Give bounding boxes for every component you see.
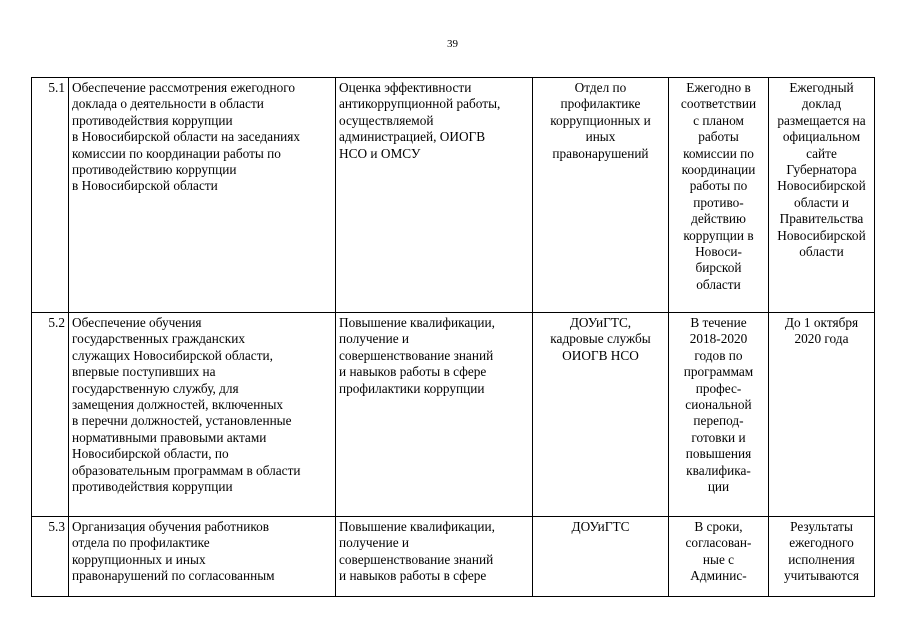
measure-line: противодействию коррупции: [72, 162, 237, 178]
measure-line: образовательным программам в области: [72, 462, 301, 478]
measure-line: правонарушений по согласованным: [72, 568, 275, 584]
measure-line: Обеспечение рассмотрения ежегодного: [72, 80, 296, 95]
deadline-line: готовки и: [691, 429, 746, 445]
deadline-line: В течение: [690, 315, 747, 330]
result-line: области и: [794, 194, 849, 210]
executor-line: профилактике: [560, 96, 641, 112]
deadline-cell: [669, 517, 769, 597]
goal-line: совершенствование знаний: [339, 551, 494, 567]
executor-line: ДОУиГТС: [571, 519, 630, 534]
executor-line: ДОУиГТС,: [569, 315, 632, 330]
result-cell: [769, 517, 875, 597]
measure-line: в перечни должностей, установленные: [72, 413, 292, 429]
result-line: официальном: [782, 129, 861, 145]
measure-line: доклада о деятельности в области: [72, 96, 264, 112]
deadline-line: соответствии: [680, 96, 757, 112]
page-number: 39: [447, 38, 458, 50]
executor-line: кадровые службы: [550, 331, 651, 347]
measure-line: Обеспечение обучения: [72, 315, 202, 330]
deadline-cell: [669, 313, 769, 517]
measure-line: Новосибирской области, по: [72, 446, 229, 462]
deadline-line: годов по: [694, 347, 743, 363]
goal-line: и навыков работы в сфере: [339, 364, 487, 380]
result-line: Правительства: [779, 211, 864, 227]
deadline-line: Админис-: [690, 568, 747, 584]
result-line: Новосибирской: [777, 227, 866, 243]
deadline-line: действию: [691, 211, 746, 227]
goal-cell: [336, 78, 533, 313]
goal-line: профилактики коррупции: [339, 380, 485, 396]
measure-line: впервые поступивших на: [72, 364, 216, 380]
executor-cell: [533, 517, 669, 597]
result-line: размещается на: [777, 112, 866, 128]
deadline-line: работы: [698, 129, 739, 145]
result-line: доклад: [801, 96, 842, 112]
deadline-line: коррупции в: [683, 227, 754, 243]
measure-cell: [69, 78, 336, 313]
executor-cell: [533, 78, 669, 313]
result-line: Результаты: [790, 519, 853, 534]
measure-line: в Новосибирской области на заседаниях: [72, 129, 301, 145]
measure-cell: [69, 517, 336, 597]
deadline-line: перепод-: [693, 413, 744, 429]
deadline-line: ции: [707, 479, 730, 495]
goal-cell: [336, 517, 533, 597]
deadline-line: Новоси-: [695, 244, 742, 260]
goal-line: администрацией, ОИОГВ: [339, 129, 486, 145]
result-line: Ежегодный: [789, 80, 854, 95]
goal-line: НСО и ОМСУ: [339, 145, 421, 161]
measure-line: комиссии по координации работы по: [72, 145, 281, 161]
result-line: Губернатора: [786, 162, 857, 178]
row-number: 5.2: [32, 313, 69, 517]
result-line: учитываются: [784, 568, 859, 584]
deadline-line: профес-: [695, 380, 742, 396]
goal-line: осуществляемой: [339, 112, 434, 128]
row-number: 5.1: [32, 78, 69, 313]
measure-line: противодействия коррупции: [72, 112, 233, 128]
table-row: [32, 313, 875, 517]
deadline-line: ные с: [702, 551, 735, 567]
deadline-line: квалифика-: [686, 462, 751, 478]
deadline-line: работы по: [689, 178, 748, 194]
deadline-line: Ежегодно в: [686, 80, 751, 95]
measure-line: коррупционных и иных: [72, 551, 206, 567]
deadline-line: с планом: [693, 112, 744, 128]
goal-line: совершенствование знаний: [339, 347, 494, 363]
deadline-line: программам: [683, 364, 754, 380]
goal-line: получение и: [339, 535, 410, 551]
measure-line: противодействия коррупции: [72, 479, 233, 495]
executor-line: правонарушений: [552, 145, 649, 161]
deadline-line: комиссии по: [683, 145, 754, 161]
result-line: ежегодного: [789, 535, 854, 551]
result-line: Новосибирской: [777, 178, 866, 194]
result-line: До 1 октября: [784, 315, 859, 330]
result-line: сайте: [806, 145, 837, 161]
deadline-cell: [669, 78, 769, 313]
executor-line: иных: [585, 129, 616, 145]
goal-line: антикоррупционной работы,: [339, 96, 501, 112]
result-cell: [769, 78, 875, 313]
goal-line: и навыков работы в сфере: [339, 568, 487, 584]
deadline-line: 2018-2020: [689, 331, 748, 347]
executor-line: коррупционных и: [550, 112, 651, 128]
measure-line: отдела по профилактике: [72, 535, 210, 551]
goal-line: Повышение квалификации,: [339, 315, 495, 330]
goal-line: Оценка эффективности: [339, 80, 472, 95]
table-row: [32, 517, 875, 597]
result-line: исполнения: [788, 551, 855, 567]
table-row: [32, 78, 875, 313]
row-number: 5.3: [32, 517, 69, 597]
measures-table: [31, 77, 875, 597]
result-line: 2020 года: [794, 331, 849, 347]
measure-line: в Новосибирской области: [72, 178, 218, 194]
executor-line: ОИОГВ НСО: [562, 347, 639, 363]
deadline-line: координации: [681, 162, 756, 178]
measure-line: замещения должностей, включенных: [72, 397, 284, 413]
goal-line: получение и: [339, 331, 410, 347]
deadline-line: В сроки,: [694, 519, 743, 534]
executor-cell: [533, 313, 669, 517]
executor-line: Отдел по: [574, 80, 627, 95]
measure-line: государственных гражданских: [72, 331, 246, 347]
measure-line: служащих Новосибирской области,: [72, 347, 273, 363]
deadline-line: бирской: [695, 260, 742, 276]
deadline-line: повышения: [685, 446, 752, 462]
measure-line: Организация обучения работников: [72, 519, 270, 534]
measure-line: государственную службу, для: [72, 380, 239, 396]
deadline-line: сиональной: [685, 397, 752, 413]
measure-line: нормативными правовыми актами: [72, 429, 267, 445]
goal-line: Повышение квалификации,: [339, 519, 495, 534]
deadline-line: противо-: [693, 194, 744, 210]
result-cell: [769, 313, 875, 517]
goal-cell: [336, 313, 533, 517]
result-line: области: [799, 244, 844, 260]
deadline-line: области: [696, 276, 741, 292]
deadline-line: согласован-: [685, 535, 752, 551]
measure-cell: [69, 313, 336, 517]
